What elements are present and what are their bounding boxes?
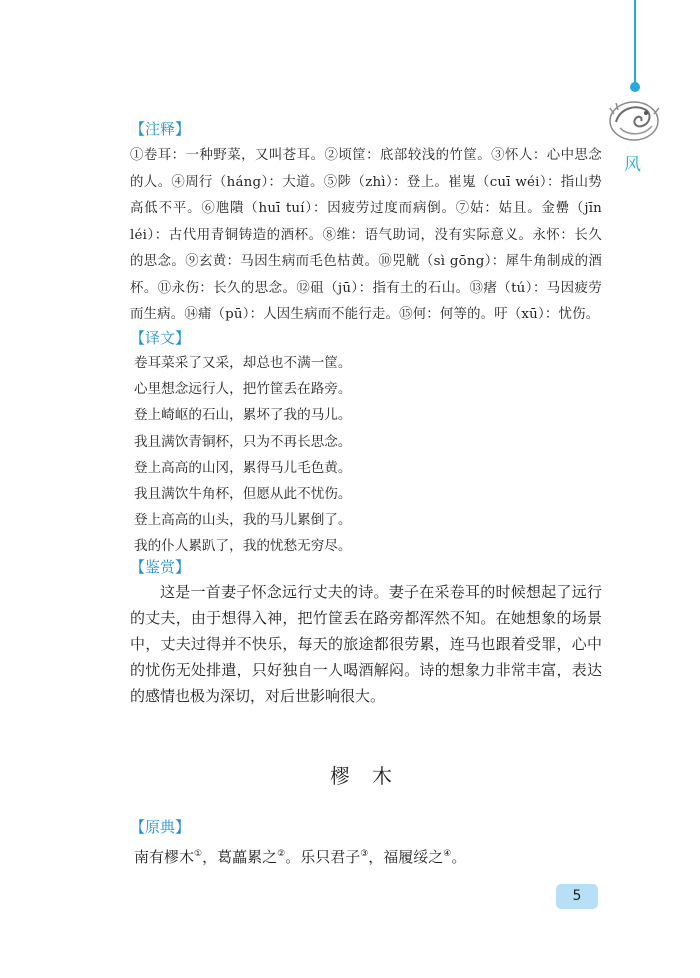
footnote-ref: ② — [277, 849, 286, 859]
appreciation-text: 这是一首妻子怀念远行丈夫的诗。妻子在采卷耳的时候想起了远行的丈夫，由于想得入神，把竹筐丢在路旁都浑然不知。在她想象的场景中，丈夫过得并不快乐，每天的旅途都很劳累，连马也跟着受罪，心中的忧伤无处排遣，只好独自一人喝酒解闷。诗的想象力非常丰富，表达的感情也极为深切，对后世影响很大。 — [130, 583, 602, 705]
translation-line: 登上崎岖的石山，累坏了我的马儿。 — [134, 407, 352, 424]
original-heading: 【原典】 — [130, 818, 191, 836]
appreciation-heading: 【鉴赏】 — [130, 558, 191, 576]
side-decoration-dot — [630, 82, 640, 92]
original-section — [130, 816, 602, 870]
original-text: 南有樛木①，葛藟累之②。乐只君子③，福履绥之④。 — [134, 848, 467, 866]
translation-line: 心里想念远行人，把竹筐丢在路旁。 — [134, 381, 352, 398]
notes-heading: 【注释】 — [130, 120, 191, 138]
appreciation-section — [130, 556, 602, 709]
footnote-ref: ④ — [443, 849, 452, 859]
translation-line: 登上高高的山冈，累得马儿毛色黄。 — [134, 459, 352, 476]
translation-line: 我且满饮牛角杯，但愿从此不忧伤。 — [134, 486, 352, 503]
page-number: 5 — [556, 884, 598, 909]
translation-section — [130, 327, 602, 560]
translation-line: 我且满饮青铜杯，只为不再长思念。 — [134, 433, 352, 450]
dragon-emblem-icon — [606, 96, 662, 146]
translation-line: 我的仆人累趴了，我的忧愁无穷尽。 — [134, 538, 352, 555]
notes-section — [130, 118, 602, 329]
side-decoration-line — [634, 0, 636, 84]
translation-line: 登上高高的山头，我的马儿累倒了。 — [134, 512, 352, 529]
translation-heading: 【译文】 — [130, 329, 191, 347]
poem-title: 樛木 — [330, 764, 414, 788]
footnote-ref: ① — [194, 849, 203, 859]
translation-line: 卷耳菜采了又采，却总也不满一筐。 — [134, 355, 352, 371]
translation-lines — [130, 350, 602, 560]
footnote-ref: ③ — [360, 849, 369, 859]
section-label: 风 — [624, 155, 641, 175]
notes-text: ①卷耳：一种野菜，又叫苍耳。②顷筐：底部较浅的竹筐。③怀人：心中思念的人。④周行（háng）：大道。⑤陟（zhì）：登上。崔嵬（cuī wéi）：指山势高低不平。⑥虺隤（huī tuí）：因疲劳过度而病倒。⑦姑：姑且。金罍（jīn léi）：古代用青铜铸造的酒杯。⑧维：语气助词，没有实际意义。永怀：长久的思念。⑨玄黄：马因生病而毛色枯黄。⑩兕觥（sì gōng）：犀牛角制成的酒杯。⑪永伤：长久的思念。⑫砠（jū）：指有土的石山。⑬瘏（tú）：马因疲劳而生病。⑭痡（pū）：人因生病而不能行走。⑮何：何等的。吁（xū）：忧伤。 — [130, 148, 602, 322]
